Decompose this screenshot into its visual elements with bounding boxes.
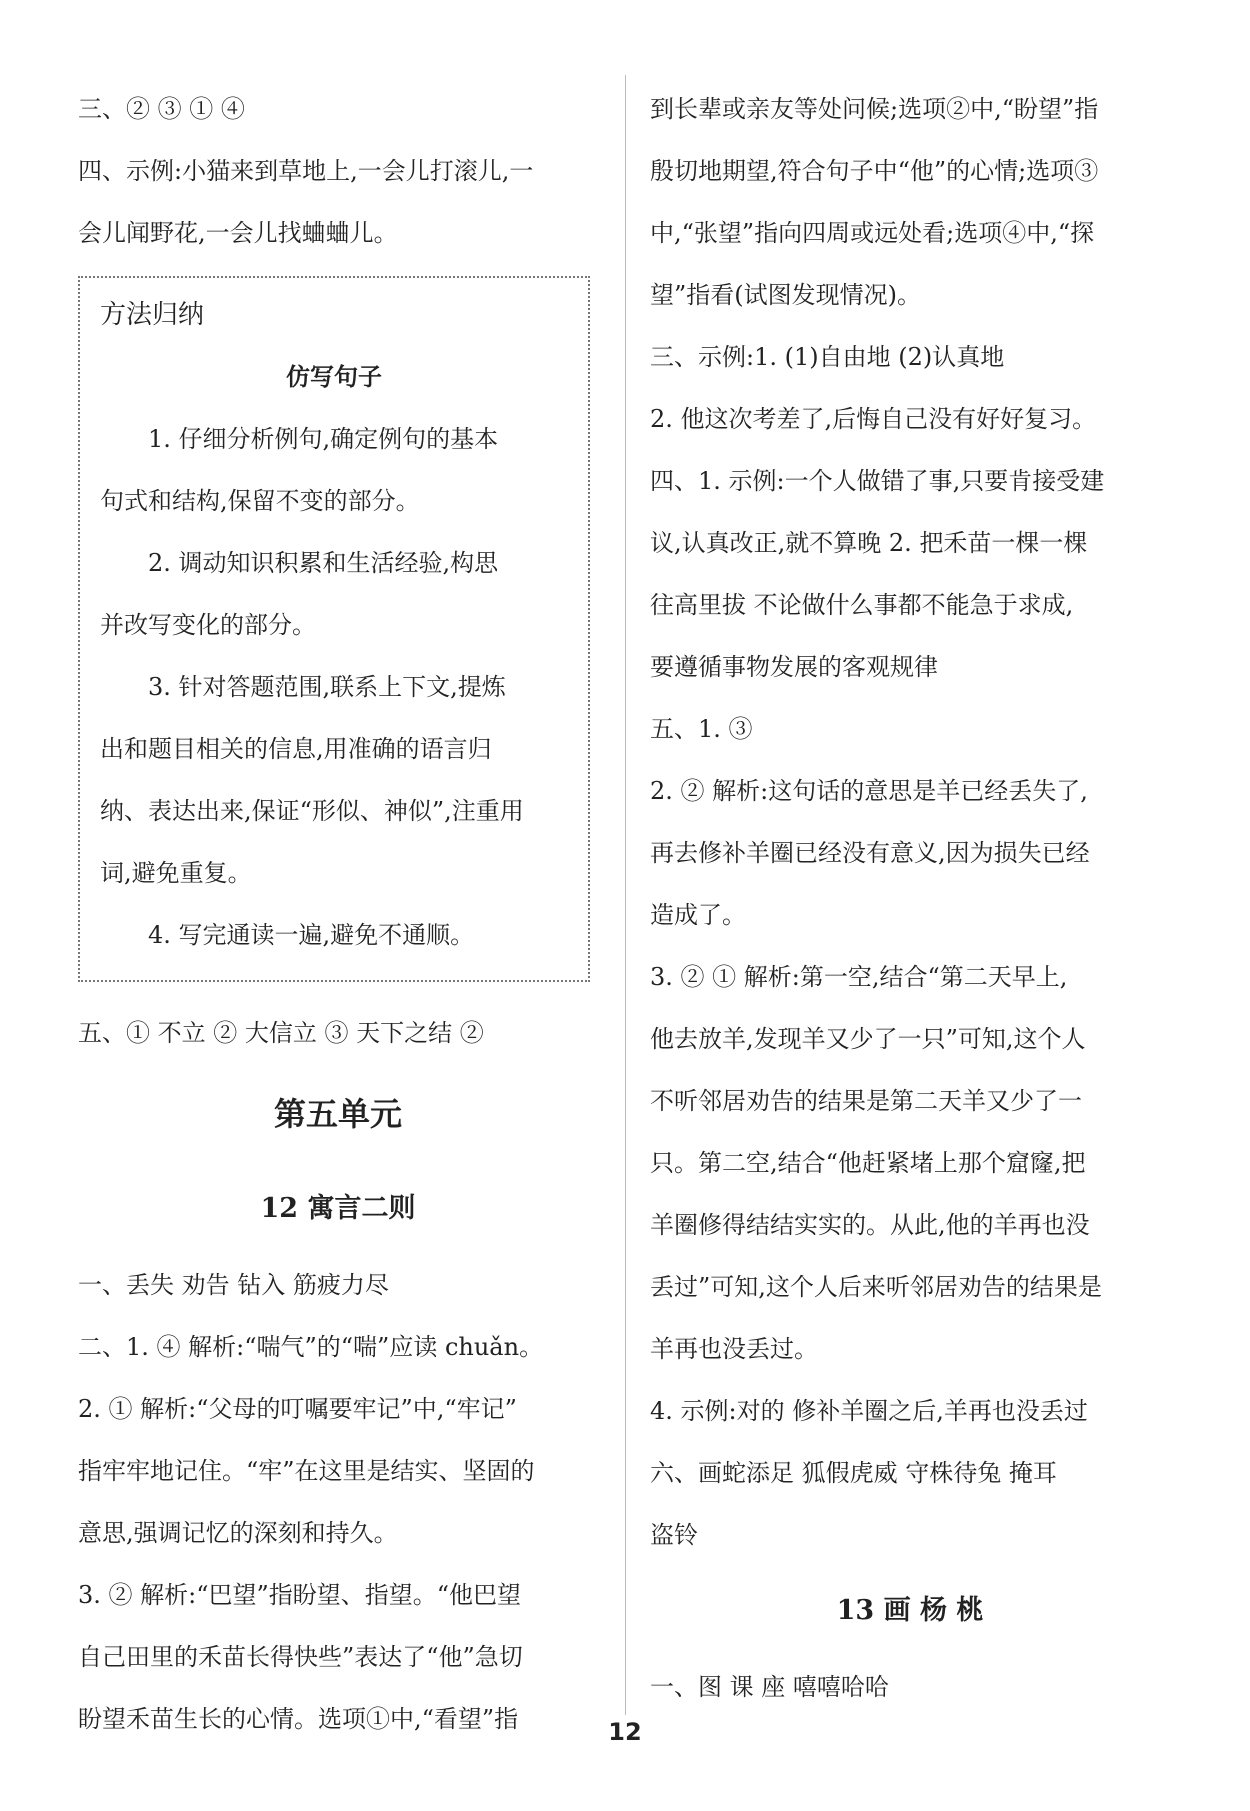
- text-line: 五、① 不立 ② 大信立 ③ 天下之结 ②: [78, 1019, 484, 1047]
- text-line: 一、丢失 劝告 钻入 筋疲力尽: [78, 1271, 389, 1299]
- text-line: 议,认真改正,就不算晚 2. 把禾苗一棵一棵: [650, 529, 1088, 557]
- text-line: 只。第二空,结合“他赶紧堵上那个窟窿,把: [650, 1149, 1086, 1177]
- text-line: 不听邻居劝告的结果是第二天羊又少了一: [650, 1087, 1082, 1115]
- text-line: 1. 仔细分析例句,确定例句的基本: [148, 425, 499, 453]
- text-line: 三、示例:1. (1)自由地 (2)认真地: [650, 343, 1005, 371]
- text-line: 并改写变化的部分。: [100, 611, 316, 639]
- box-title: 方法归纳: [100, 300, 205, 330]
- right-column: [650, 78, 1170, 1718]
- text-line: 句式和结构,保留不变的部分。: [100, 487, 420, 515]
- text-line: 3. 针对答题范围,联系上下文,提炼: [148, 673, 506, 701]
- text-line: 殷切地期望,符合句子中“他”的心情;选项③: [650, 157, 1099, 185]
- page-number: 12: [608, 1718, 642, 1746]
- text-line: 盗铃: [650, 1521, 698, 1549]
- text-line: 出和题目相关的信息,用准确的语言归: [100, 735, 492, 763]
- unit-title: 第五单元: [273, 1095, 402, 1133]
- text-line: 到长辈或亲友等处问候;选项②中,“盼望”指: [650, 95, 1099, 123]
- text-line: 要遵循事物发展的客观规律: [650, 653, 938, 681]
- text-line: 丢过”可知,这个人后来听邻居劝告的结果是: [650, 1273, 1102, 1301]
- left-column: [78, 78, 598, 1750]
- text-line: 2. ① 解析:“父母的叮嘱要牢记”中,“牢记”: [78, 1395, 517, 1423]
- text-line: 往高里拔 不论做什么事都不能急于求成,: [650, 591, 1074, 619]
- text-line: 自己田里的禾苗长得快些”表达了“他”急切: [78, 1643, 523, 1671]
- text-line: 二、1. ④ 解析:“喘气”的“喘”应读 chuǎn。: [78, 1333, 544, 1361]
- box-subtitle: 仿写句子: [286, 362, 382, 391]
- text-line: 2. ② 解析:这句话的意思是羊已经丢失了,: [650, 777, 1088, 805]
- text-line: 羊再也没丢过。: [650, 1335, 818, 1363]
- text-line: 再去修补羊圈已经没有意义,因为损失已经: [650, 839, 1090, 867]
- text-line: 2. 他这次考差了,后悔自己没有好好复习。: [650, 405, 1097, 433]
- text-line: 盼望禾苗生长的心情。选项①中,“看望”指: [78, 1705, 519, 1733]
- text-line: 3. ② ① 解析:第一空,结合“第二天早上,: [650, 963, 1068, 991]
- text-line: 4. 示例:对的 修补羊圈之后,羊再也没丢过: [650, 1397, 1088, 1425]
- text-line: 五、1. ③: [650, 715, 753, 743]
- text-line: 3. ② 解析:“巴望”指盼望、指望。“他巴望: [78, 1581, 522, 1609]
- lesson-13-title: 13 画 杨 桃: [836, 1595, 984, 1626]
- text-line: 意思,强调记忆的深刻和持久。: [78, 1519, 398, 1547]
- text-line: 六、画蛇添足 狐假虎威 守株待兔 掩耳: [650, 1459, 1057, 1487]
- text-line: 词,避免重复。: [100, 859, 252, 887]
- lesson-12-title: 12 寓言二则: [260, 1193, 416, 1224]
- text-line: 羊圈修得结结实实的。从此,他的羊再也没: [650, 1211, 1090, 1239]
- text-line: 三、② ③ ① ④: [78, 95, 245, 123]
- column-divider: [625, 75, 626, 1715]
- text-line: 望”指看(试图发现情况)。: [650, 281, 921, 309]
- text-line: 四、示例:小猫来到草地上,一会儿打滚儿,一: [78, 157, 534, 185]
- text-line: 会儿闻野花,一会儿找蛐蛐儿。: [78, 219, 398, 247]
- method-box: [78, 276, 590, 982]
- text-line: 2. 调动知识积累和生活经验,构思: [148, 549, 499, 577]
- text-line: 四、1. 示例:一个人做错了事,只要肯接受建: [650, 467, 1105, 495]
- text-line: 他去放羊,发现羊又少了一只”可知,这个人: [650, 1025, 1086, 1053]
- text-line: 造成了。: [650, 901, 746, 929]
- text-line: 4. 写完通读一遍,避免不通顺。: [148, 921, 475, 949]
- text-line: 指牢牢地记住。“牢”在这里是结实、坚固的: [78, 1457, 535, 1485]
- text-line: 一、图 课 座 嘻嘻哈哈: [650, 1673, 889, 1701]
- text-line: 纳、表达出来,保证“形似、神似”,注重用: [100, 797, 524, 825]
- text-line: 中,“张望”指向四周或远处看;选项④中,“探: [650, 219, 1095, 247]
